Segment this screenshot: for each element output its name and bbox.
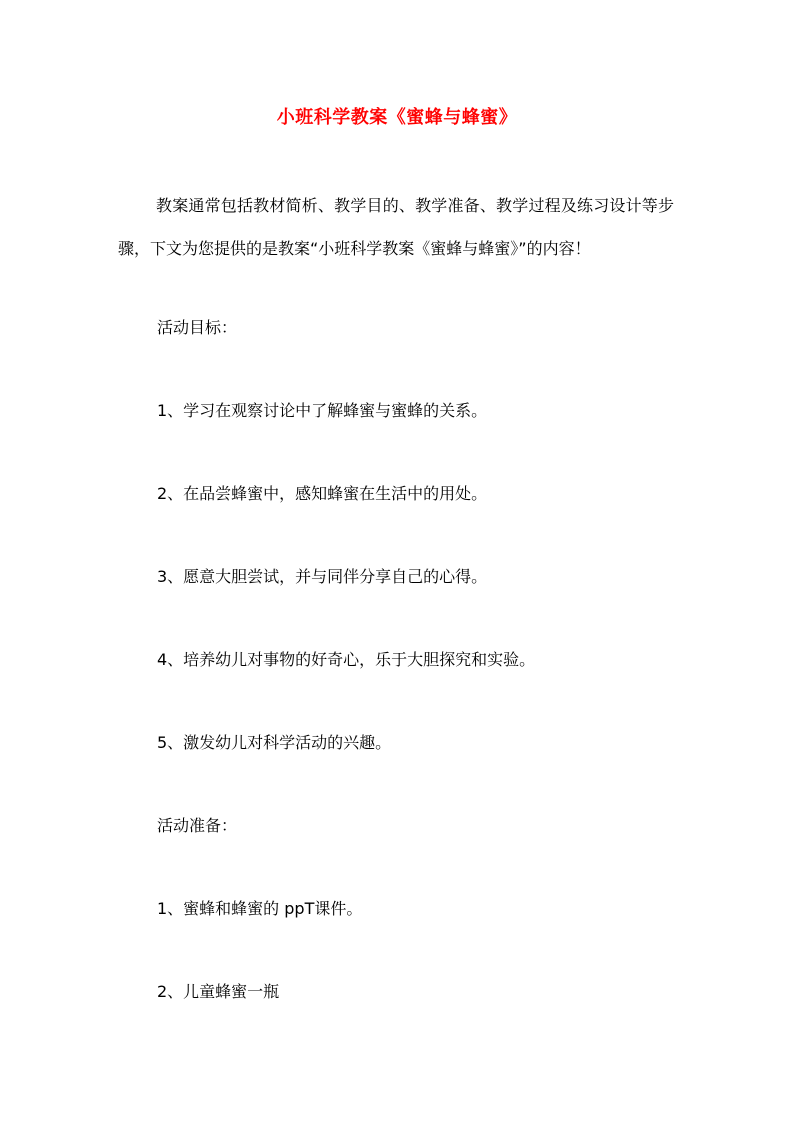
prep-item-1: 1、蜜蜂和蜂蜜的 ppT课件。 (157, 899, 363, 918)
goal-item-1: 1、学习在观察讨论中了解蜂蜜与蜜蜂的关系。 (157, 401, 488, 420)
section-heading-prep: 活动准备： (157, 816, 238, 835)
page-title: 小班科学教案《蜜蜂与蜂蜜》 (276, 107, 518, 128)
goal-item-2: 2、在品尝蜂蜜中，感知蜂蜜在生活中的用处。 (157, 484, 488, 503)
goal-item-5: 5、激发幼儿对科学活动的兴趣。 (157, 733, 392, 752)
goal-item-4: 4、培养幼儿对事物的好奇心，乐于大胆探究和实验。 (157, 650, 536, 669)
goal-item-3: 3、愿意大胆尝试，并与同伴分享自己的心得。 (157, 567, 488, 586)
intro-paragraph: 教案通常包括教材简析、教学目的、教学准备、教学过程及练习设计等步骤，下文为您提供的是教案“小班科学教案《蜜蜂与蜂蜜》”的内容！ (118, 196, 674, 258)
prep-item-2: 2、儿童蜂蜜一瓶 (157, 982, 280, 1001)
section-heading-goals: 活动目标： (157, 318, 238, 337)
